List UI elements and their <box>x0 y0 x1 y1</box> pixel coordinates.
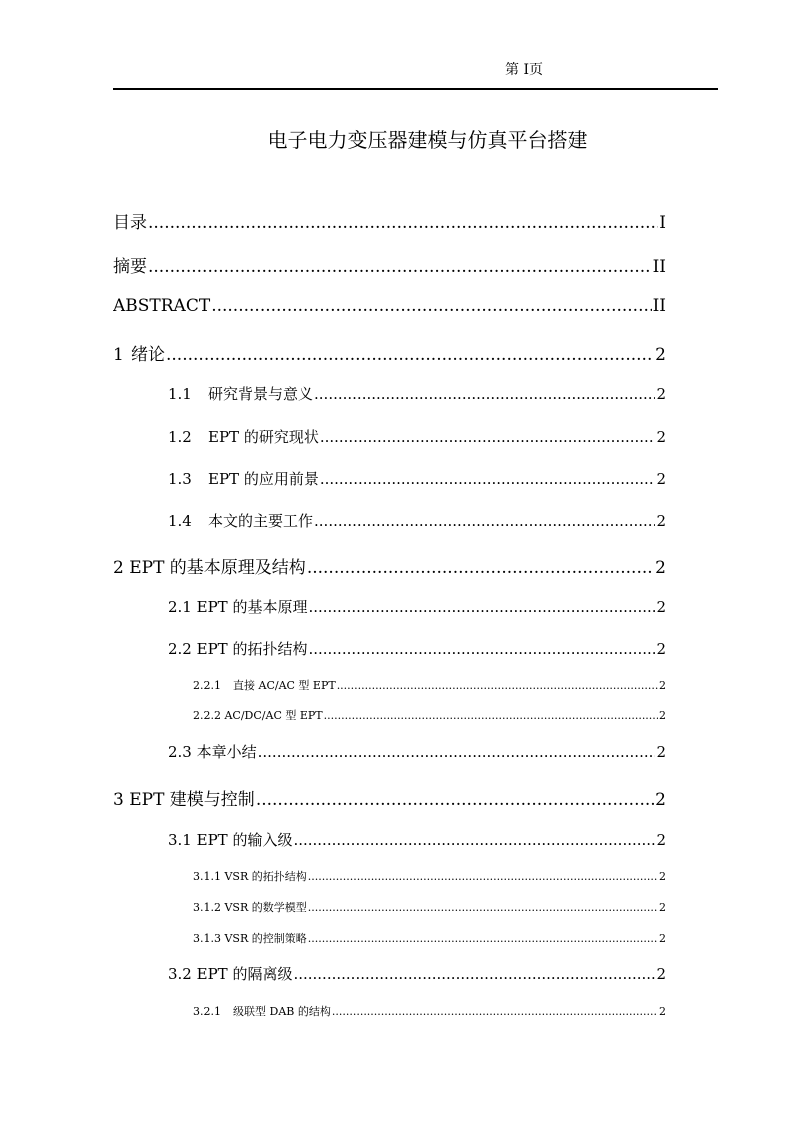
toc-entry-label <box>113 340 165 365</box>
toc-entry-text: 目录 <box>113 213 147 233</box>
toc-entry-label <box>193 707 323 723</box>
toc-dot-leader <box>308 598 655 616</box>
toc-dot-leader <box>258 743 656 761</box>
toc-entry-text: 本文的主要工作 <box>208 512 314 530</box>
toc-entry[interactable] <box>168 741 666 762</box>
toc-dot-leader <box>308 640 655 658</box>
toc-entry[interactable] <box>168 829 666 850</box>
toc-entry-page: 2 <box>656 512 666 530</box>
toc-entry-page: II <box>652 257 666 277</box>
toc-entry-label <box>168 596 307 617</box>
toc-entry-text: 3 EPT 建模与控制 <box>113 790 255 810</box>
toc-entry-text: 摘要 <box>113 257 147 277</box>
toc-entry-label <box>193 868 307 884</box>
toc-entry-text: 3.1.1 VSR 的拓扑结构 <box>193 870 307 883</box>
toc-entry-label <box>113 208 147 233</box>
toc-entry-page: 2 <box>655 790 666 810</box>
toc-entry-page: 2 <box>659 932 666 945</box>
toc-entry-page: 2 <box>656 965 666 983</box>
toc-entry-label <box>168 426 319 447</box>
toc-entry-number: 1.1 <box>168 385 192 403</box>
toc-entry-number: 1.3 <box>168 470 192 488</box>
toc-entry-label <box>113 785 255 810</box>
toc-entry-text: 3.1 EPT 的输入级 <box>168 831 293 849</box>
toc-entry-page: 2 <box>656 385 666 403</box>
toc-entry[interactable] <box>113 208 666 233</box>
toc-entry-text: 3.2 EPT 的隔离级 <box>168 965 293 983</box>
toc-entry[interactable] <box>113 785 666 810</box>
toc-entry-label <box>113 553 306 578</box>
toc-entry-label <box>168 829 292 850</box>
toc-dot-leader <box>320 470 656 488</box>
toc-entry-number: 3.2.1 <box>193 1005 221 1018</box>
toc-dot-leader <box>308 932 658 945</box>
toc-dot-leader <box>337 679 658 692</box>
toc-dot-leader <box>211 296 651 316</box>
toc-entry[interactable] <box>113 340 666 365</box>
toc-dot-leader <box>166 345 654 365</box>
toc-dot-leader <box>293 965 655 983</box>
toc-dot-leader <box>314 512 655 530</box>
toc-dot-leader <box>308 901 658 914</box>
toc-dot-leader <box>324 709 658 722</box>
toc-dot-leader <box>293 831 655 849</box>
toc-entry-number: 2.2.1 <box>193 679 221 692</box>
toc-entry-text: EPT 的研究现状 <box>208 428 319 446</box>
toc-entry[interactable] <box>168 426 666 447</box>
toc-entry[interactable] <box>193 677 666 693</box>
header-rule <box>113 88 718 90</box>
toc-entry-page: 2 <box>656 743 666 761</box>
toc-entry[interactable] <box>168 383 666 404</box>
toc-entry-page: 2 <box>656 831 666 849</box>
toc-entry-text: 2.2.2 AC/DC/AC 型 EPT <box>193 709 323 722</box>
toc-entry-text: 2.2 EPT 的拓扑结构 <box>168 640 308 658</box>
toc-dot-leader <box>314 385 655 403</box>
toc-entry-text: 绪论 <box>131 345 165 365</box>
toc-entry[interactable] <box>193 1003 666 1019</box>
toc-entry-label <box>168 638 307 659</box>
toc-entry-label <box>193 677 336 693</box>
toc-entry-label <box>193 1003 331 1019</box>
toc-entry-number: 1.4 <box>168 512 192 530</box>
toc-entry-text: 研究背景与意义 <box>208 385 314 403</box>
toc-dot-leader <box>148 213 658 233</box>
toc-entry-page: 2 <box>656 428 666 446</box>
toc-entry-page: 2 <box>659 870 666 883</box>
toc-entry[interactable] <box>193 707 666 723</box>
toc-entry-text: 3.1.3 VSR 的控制策略 <box>193 932 307 945</box>
toc-entry-text: 直接 AC/AC 型 EPT <box>233 679 336 692</box>
toc-entry-text: ABSTRACT <box>113 296 211 316</box>
toc-entry-page: I <box>659 213 666 233</box>
toc-dot-leader <box>308 870 658 883</box>
toc-entry-page: 2 <box>659 901 666 914</box>
toc-entry-label <box>168 741 257 762</box>
toc-dot-leader <box>332 1005 658 1018</box>
toc-entry-page: 2 <box>655 345 666 365</box>
toc-entry[interactable] <box>193 930 666 946</box>
toc-entry-page: 2 <box>656 470 666 488</box>
toc-entry-text: 级联型 DAB 的结构 <box>233 1005 331 1018</box>
toc-dot-leader <box>320 428 656 446</box>
toc-entry-text: 2.3 本章小结 <box>168 743 257 761</box>
document-title: 电子电力变压器建模与仿真平台搭建 <box>267 128 588 152</box>
page-number: 第 I页 <box>505 62 543 78</box>
toc-entry-text: 3.1.2 VSR 的数学模型 <box>193 901 307 914</box>
toc-entry-text: EPT 的应用前景 <box>208 470 319 488</box>
toc-entry[interactable] <box>113 553 666 578</box>
toc-entry[interactable] <box>193 868 666 884</box>
toc-entry-text: 2 EPT 的基本原理及结构 <box>113 558 306 578</box>
toc-entry-label <box>168 963 292 984</box>
toc-entry[interactable] <box>168 510 666 531</box>
toc-entry[interactable] <box>113 296 666 316</box>
toc-entry[interactable] <box>193 899 666 915</box>
toc-entry-page: 2 <box>659 1005 666 1018</box>
toc-entry-label <box>113 296 210 316</box>
toc-entry[interactable] <box>113 252 666 277</box>
toc-entry-label <box>113 252 147 277</box>
toc-entry-label <box>168 468 319 489</box>
toc-entry-text: 2.1 EPT 的基本原理 <box>168 598 308 616</box>
toc-entry[interactable] <box>168 468 666 489</box>
toc-entry-page: 2 <box>659 679 666 692</box>
toc-entry-label <box>193 899 307 915</box>
toc-dot-leader <box>307 558 654 578</box>
toc-entry[interactable] <box>168 963 666 984</box>
toc-entry-number: 1 <box>113 345 124 365</box>
toc-entry-page: 2 <box>656 640 666 658</box>
toc-entry-page: 2 <box>655 558 666 578</box>
toc-entry-label <box>168 383 313 404</box>
toc-dot-leader <box>256 790 654 810</box>
toc-entry-page: 2 <box>656 598 666 616</box>
toc-entry-number: 1.2 <box>168 428 192 446</box>
toc-entry-page: 2 <box>659 709 666 722</box>
toc-entry-label <box>193 930 307 946</box>
toc-entry-page: II <box>652 296 666 316</box>
toc-dot-leader <box>148 257 652 277</box>
toc-entry-label <box>168 510 313 531</box>
toc-entry[interactable] <box>168 638 666 659</box>
toc-entry[interactable] <box>168 596 666 617</box>
